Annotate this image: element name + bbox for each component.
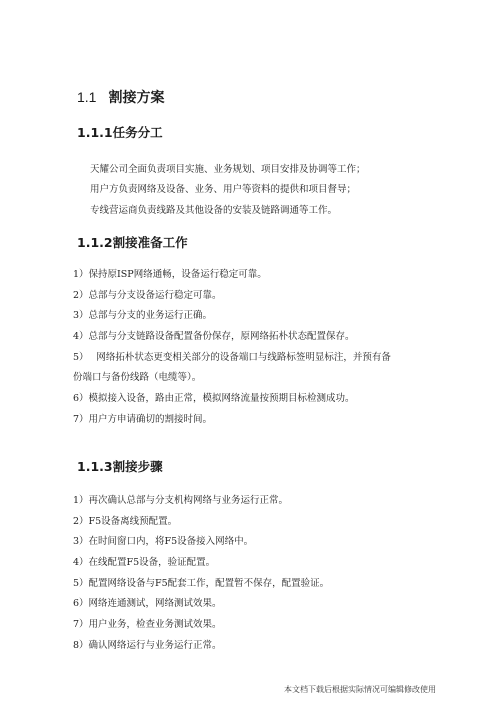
- footer-note: 本文档下载后根据实际情况可编辑修改使用: [284, 685, 436, 694]
- list-item: 5） 网络拓朴状态更变相关部分的设备端口与线路标签明显标注，并预有备: [73, 352, 391, 363]
- paragraph-line: 专线营运商负责线路及其他设备的安装及链路调通等工作。: [90, 205, 338, 216]
- subsection-heading-preparation: 1.1.2割接准备工作: [77, 235, 188, 250]
- list-item-continuation: 份端口与备份线路（电缆等）。: [73, 372, 202, 383]
- list-item: 4）总部与分支链路设备配置备份保存，原网络拓朴状态配置保存。: [73, 331, 355, 342]
- list-item: 2）总部与分支设备运行稳定可靠。: [73, 290, 222, 301]
- section-heading: [77, 88, 164, 107]
- paragraph-line: 天耀公司全面负责项目实施、业务规划、项目安排及协调等工作；: [90, 164, 366, 175]
- list-item: 6）模拟接入设备，路由正常，模拟网络流量按预期目标检测成功。: [73, 393, 355, 404]
- paragraph-line: 用户方负责网络及设备、业务、用户等资料的提供和项目督导；: [90, 184, 357, 195]
- list-item: 3）总部与分支的业务运行正确。: [73, 310, 213, 321]
- list-item: 7）用户业务，检查业务测试效果。: [73, 619, 222, 630]
- list-item: 2）F5设备离线预配置。: [73, 516, 178, 527]
- list-item: 4）在线配置F5设备，验证配置。: [73, 557, 216, 568]
- list-item: 1）再次确认总部与分支机构网络与业务运行正常。: [73, 495, 289, 506]
- section-number: 1.1: [77, 89, 97, 105]
- list-item: 6）网络连通测试，网络测试效果。: [73, 598, 222, 609]
- subsection-heading-steps: 1.1.3割接步骤: [77, 459, 163, 474]
- list-item: 3）在时间窗口内，将F5设备接入网络中。: [73, 536, 254, 547]
- list-item: 7）用户方申请确切的割接时间。: [73, 414, 213, 425]
- list-item: 1）保持原ISP网络通畅，设备运行稳定可靠。: [73, 269, 267, 280]
- list-item: 5）配置网络设备与F5配套工作，配置暂不保存，配置验证。: [73, 578, 330, 589]
- section-title: 割接方案: [108, 90, 165, 106]
- list-item: 8）确认网络运行与业务运行正常。: [73, 640, 222, 651]
- subsection-heading-task-division: 1.1.1任务分工: [77, 125, 163, 140]
